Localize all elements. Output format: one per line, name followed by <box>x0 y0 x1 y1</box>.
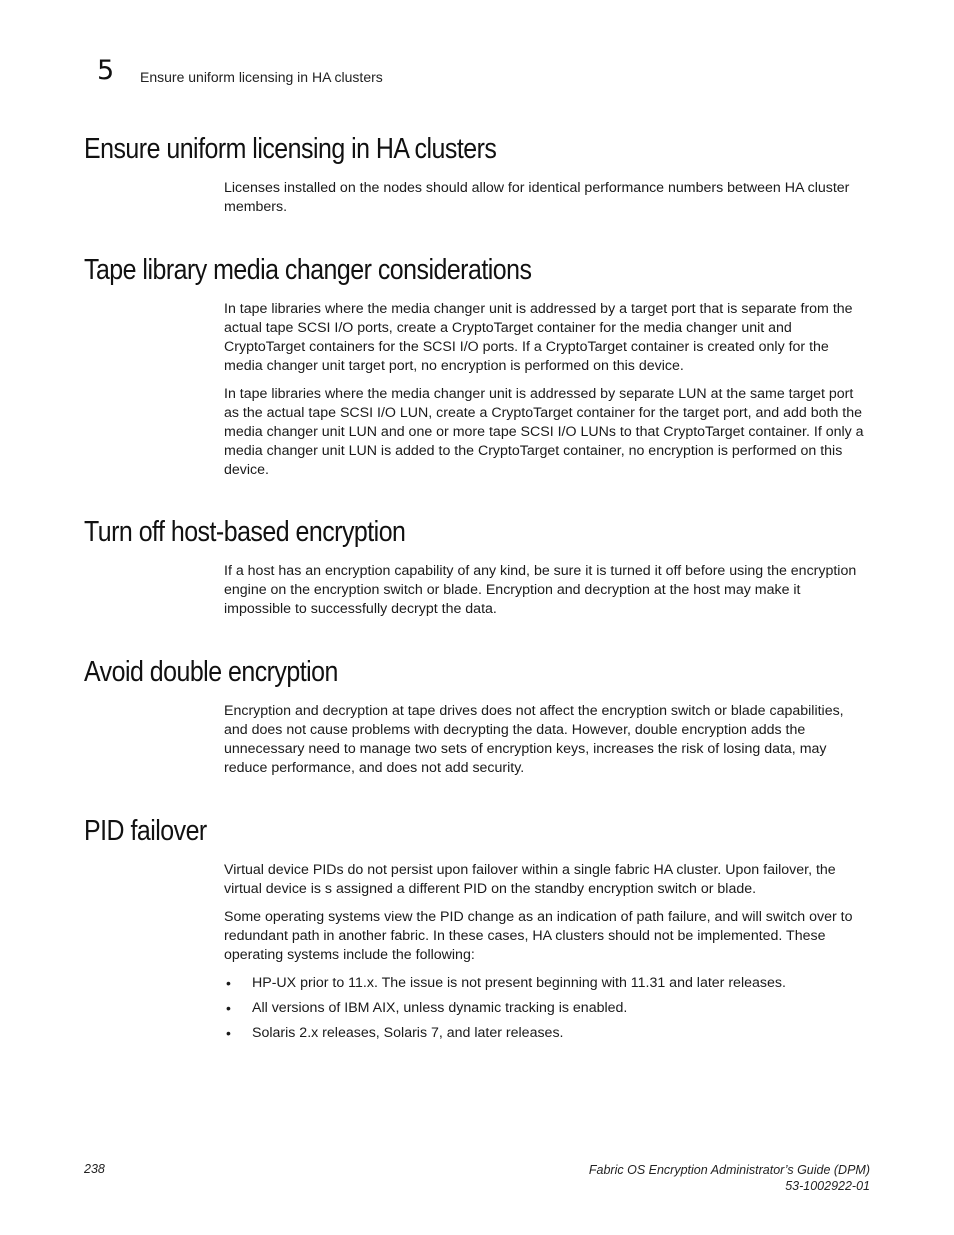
section-heading: Turn off host-based encryption <box>84 516 406 548</box>
bullet-item <box>224 974 870 993</box>
section-pid-failover <box>84 814 870 1049</box>
section-tape-library <box>84 253 870 489</box>
bullet-text: All versions of IBM AIX, unless dynamic tracking is enabled. <box>252 1000 628 1016</box>
bullet-list <box>224 974 870 1043</box>
section-body <box>224 179 870 217</box>
bullet-text: Solaris 2.x releases, Solaris 7, and later releases. <box>252 1025 564 1041</box>
section-uniform-licensing <box>84 132 870 226</box>
document-title: Fabric OS Encryption Administrator’s Guide (DPM) <box>588 1163 870 1177</box>
section-body <box>224 702 870 778</box>
footer-document-info <box>589 1162 870 1194</box>
paragraph: Some operating systems view the PID change as an indication of path failure, and will switch over to redundant path in another fabric. In these cases, HA clusters should not be implemented. These operating systems include the following: <box>224 909 853 963</box>
section-heading: Tape library media changer considerations <box>84 254 532 286</box>
section-body <box>224 861 870 1043</box>
section-heading: PID failover <box>84 815 207 847</box>
section-double-encryption <box>84 655 870 787</box>
section-host-encryption <box>84 515 870 628</box>
paragraph: Licenses installed on the nodes should allow for identical performance numbers between HA cluster members. <box>224 180 850 215</box>
paragraph: In tape libraries where the media changer unit is addressed by a target port that is separate from the actual tape SCSI I/O ports, create a CryptoTarget container for the media changer unit and CryptoTarget containers for the SCSI I/O ports. If a CryptoTarget container is created only for the media changer unit target port, no encryption is performed on this device. <box>224 301 853 374</box>
section-heading: Avoid double encryption <box>84 656 338 688</box>
paragraph: Virtual device PIDs do not persist upon failover within a single fabric HA cluster. Upon failover, the virtual device is s assigned a different PID on the standby encryption switch or blade. <box>224 862 836 897</box>
section-heading: Ensure uniform licensing in HA clusters <box>84 133 497 165</box>
section-body <box>224 300 870 480</box>
paragraph: In tape libraries where the media changer unit is addressed by separate LUN at the same target port as the actual tape SCSI I/O LUN, create a CryptoTarget container for the target port, and add both the media changer unit LUN and one or more tape SCSI I/O LUNs to that CryptoTarget container. If only a media changer unit LUN is added to the CryptoTarget container, no encryption is performed on this device. <box>224 386 864 478</box>
bullet-icon: • <box>226 975 231 991</box>
page-number: 238 <box>84 1162 105 1176</box>
chapter-number: 5 <box>97 55 115 86</box>
bullet-item <box>224 1024 870 1043</box>
bullet-icon: • <box>226 1000 231 1016</box>
paragraph: If a host has an encryption capability of any kind, be sure it is turned it off before using the encryption engine on the encryption switch or blade. Encryption and decryption at the host may make it impossible to successfully decrypt the data. <box>224 563 857 617</box>
document-number: 53-1002922-01 <box>785 1179 870 1193</box>
running-header <box>97 56 383 86</box>
bullet-icon: • <box>226 1025 231 1041</box>
running-header-title: Ensure uniform licensing in HA clusters <box>140 69 383 85</box>
paragraph: Encryption and decryption at tape drives does not affect the encryption switch or blade capabilities, and does not cause problems with decrypting the data. However, double encryption adds the unnecessary need to manage two sets of encryption keys, increases the risk of losing data, may reduce performance, and does not add security. <box>224 703 844 776</box>
bullet-text: HP-UX prior to 11.x. The issue is not present beginning with 11.31 and later releases. <box>252 975 786 991</box>
section-body <box>224 562 870 619</box>
bullet-item <box>224 999 870 1018</box>
